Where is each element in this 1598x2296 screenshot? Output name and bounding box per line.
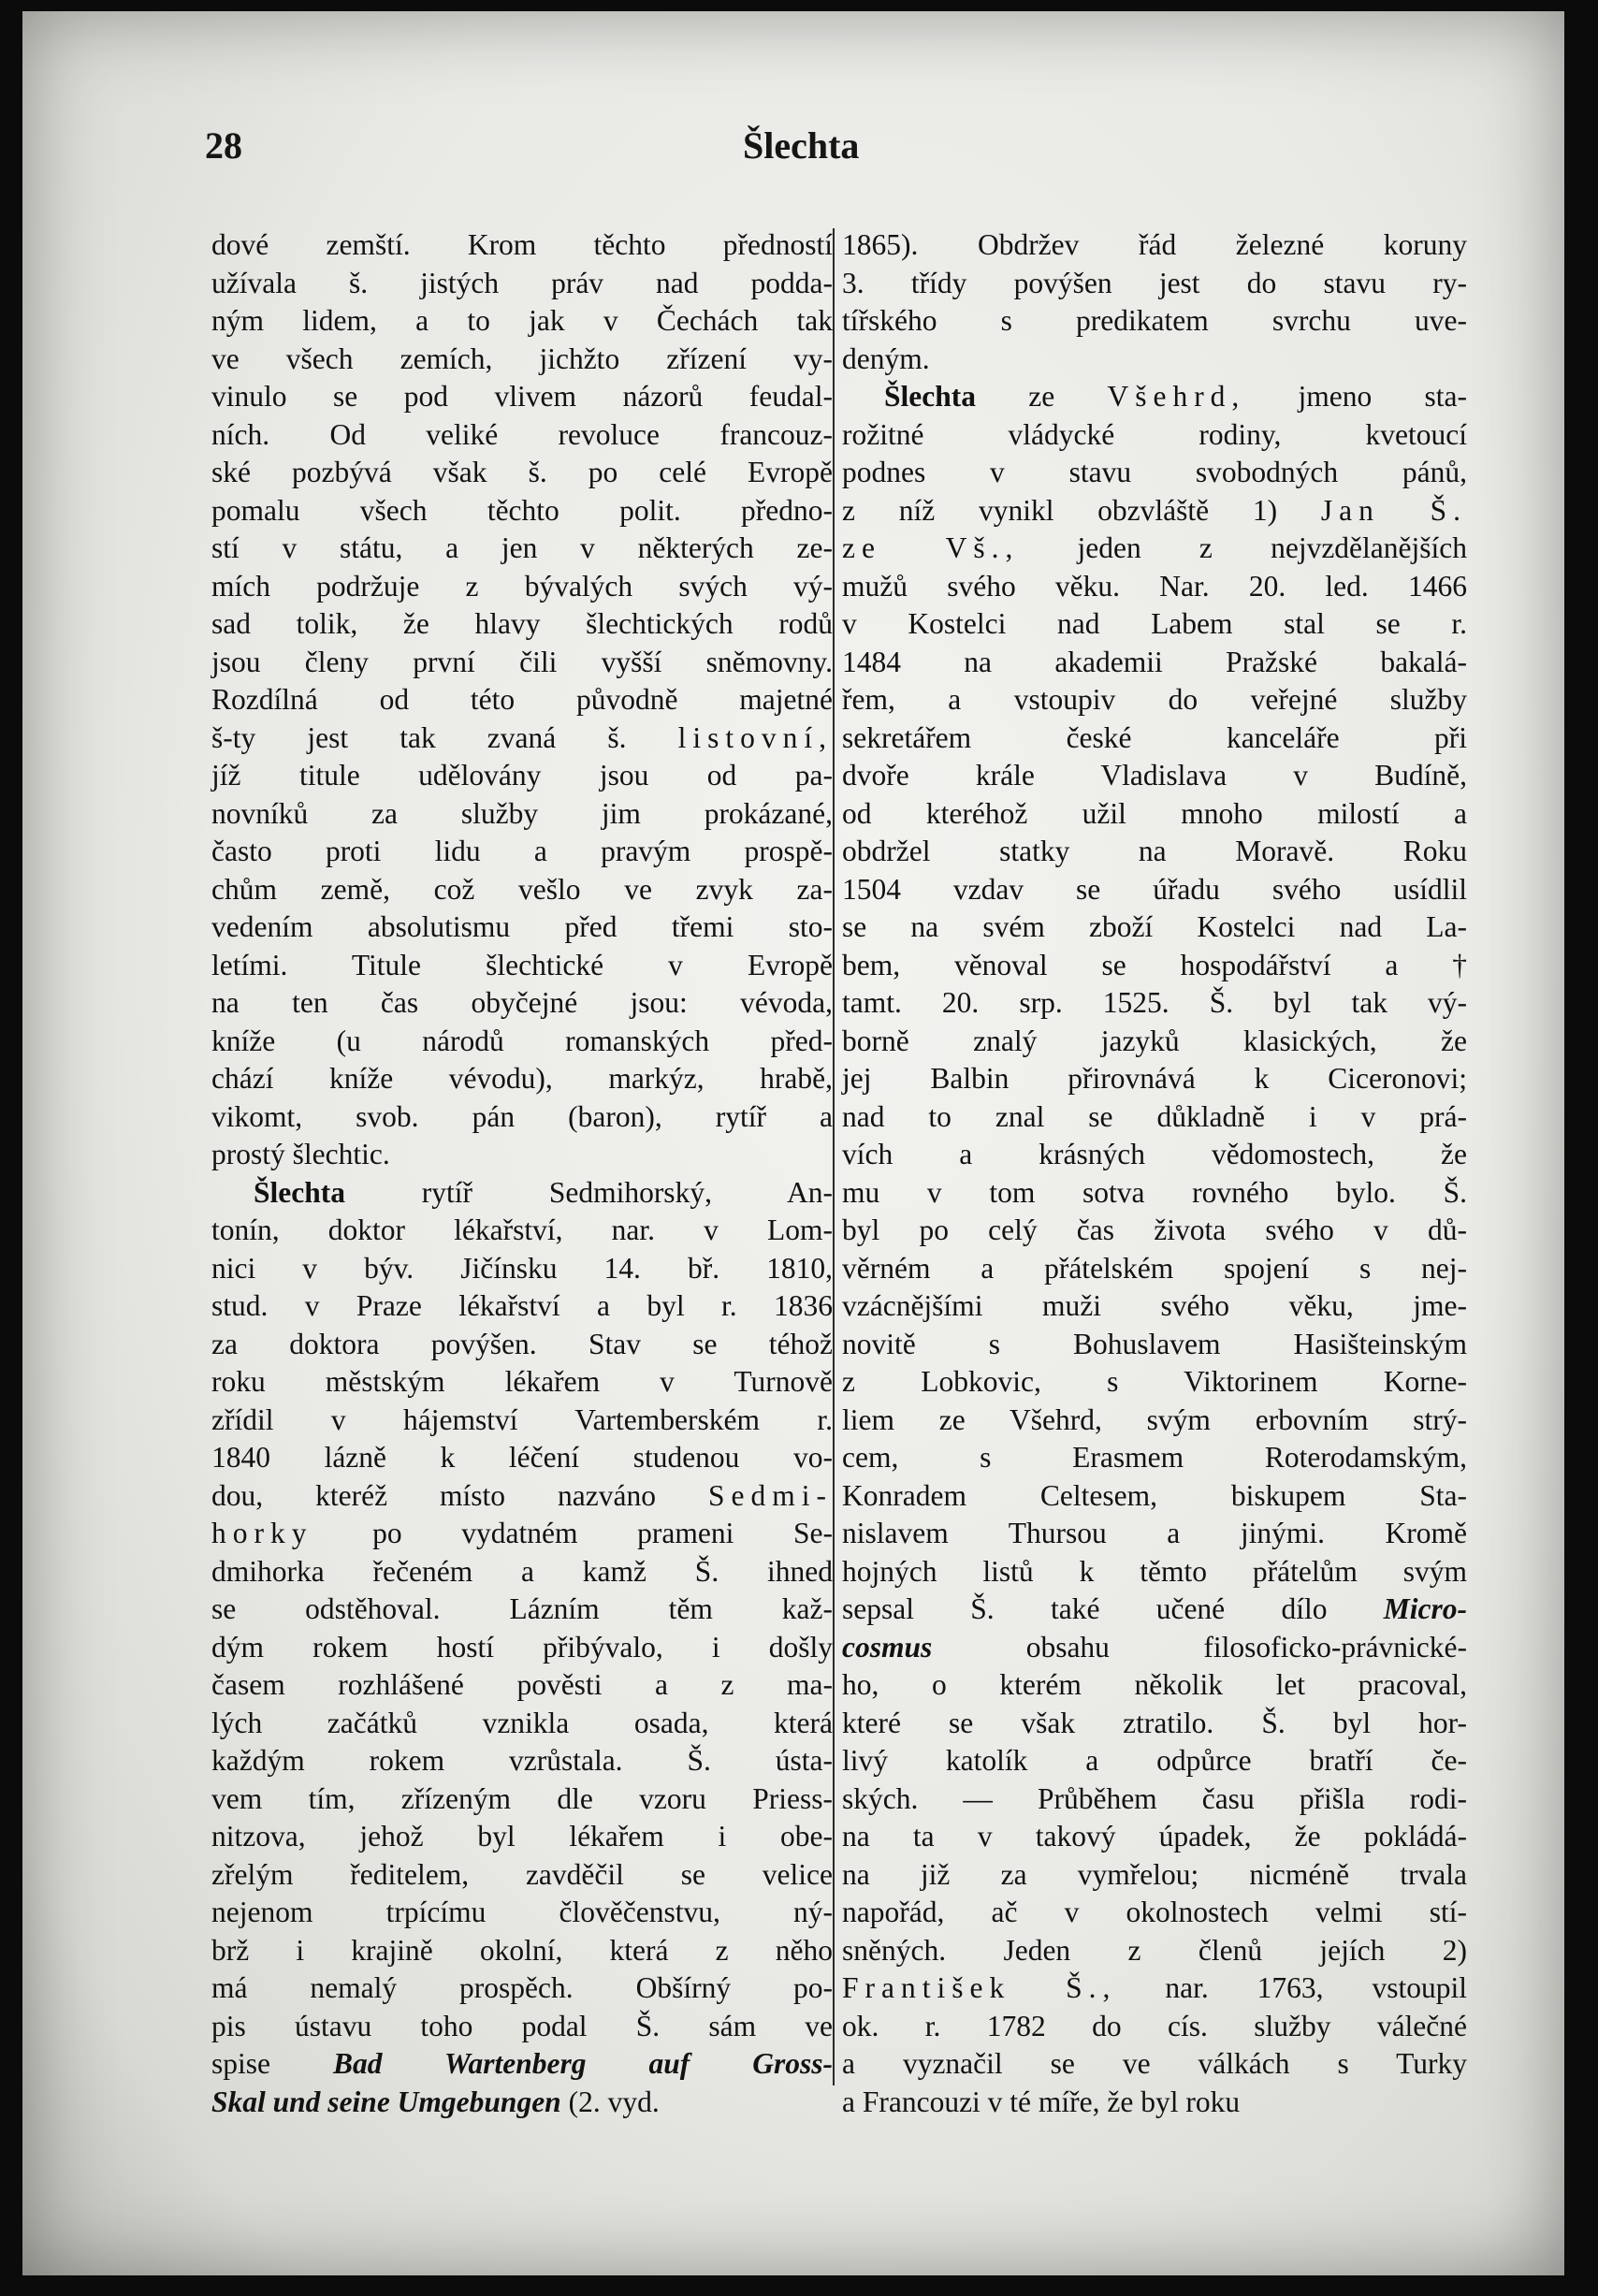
text-line <box>842 1060 1467 1098</box>
text-line <box>211 757 833 795</box>
text-line <box>211 1969 833 2008</box>
text-segment: nar. 1763, vstoupil <box>1116 1971 1467 2004</box>
text-line <box>842 795 1467 834</box>
text-segment: dové zemští. Krom těchto předností <box>211 228 833 261</box>
text-line <box>211 1136 833 1174</box>
text-segment: napořád, ač v okolnostech velmi stí- <box>842 1896 1467 1928</box>
text-segment: 1840 lázně k léčení studenou vo- <box>211 1441 833 1474</box>
text-segment: časem rozhlášené pověsti a z ma- <box>211 1668 833 1701</box>
text-segment: bem, věnoval se hospodářství a † <box>842 948 1467 981</box>
text-segment: tamt. 20. srp. 1525. Š. byl tak vý- <box>842 986 1467 1019</box>
text-line <box>211 1402 833 1440</box>
text-line <box>211 454 833 492</box>
text-segment: vem tím, zřízeným dle vzoru Priess- <box>211 1781 833 1815</box>
text-segment: liem ze Všehrd, svým erbovním strý- <box>842 1402 1467 1436</box>
text-segment: letími. Titule šlechtické v Evropě <box>211 948 833 981</box>
text-line <box>211 1894 833 1932</box>
text-segment: tonín, doktor lékařství, nar. v Lom- <box>211 1213 833 1246</box>
text-segment: listovní, <box>677 720 833 754</box>
text-segment: věrném a přátelském spojení s nej- <box>842 1251 1467 1285</box>
text-line <box>842 833 1467 871</box>
text-line <box>211 492 833 530</box>
text-line <box>211 2084 833 2122</box>
text-line <box>842 719 1467 758</box>
text-line <box>842 265 1467 303</box>
text-segment: vedením absolutismu před třemi sto- <box>211 910 833 943</box>
text-segment: rytíř Sedmihorský, An- <box>345 1175 833 1209</box>
text-segment: mích podržuje z bývalých svých vý- <box>211 569 833 603</box>
text-line <box>211 1742 833 1780</box>
text-segment: každým rokem vzrůstala. Š. ústa- <box>211 1744 833 1777</box>
text-line <box>842 1515 1467 1553</box>
text-line <box>842 568 1467 606</box>
text-segment: Rozdílná od této původně majetné <box>211 683 833 716</box>
column-divider <box>833 228 835 2085</box>
text-segment: často proti lidu a pravým prospě- <box>211 835 833 867</box>
text-line <box>211 1060 833 1098</box>
text-segment: má nemalý prospěch. Obšírný po- <box>211 1971 833 2004</box>
text-line <box>211 1250 833 1288</box>
text-line <box>842 1023 1467 1061</box>
text-segment: ho, o kterém několik let pracoval, <box>842 1668 1467 1701</box>
text-segment: po vydatném prameni Se- <box>312 1517 833 1549</box>
text-line <box>842 341 1467 379</box>
text-line <box>211 226 833 265</box>
text-line <box>842 378 1467 416</box>
text-segment: nitzova, jehož byl lékařem i obe- <box>211 1820 833 1853</box>
text-line <box>211 1439 833 1477</box>
text-segment: pis ústavu toho podal Š. sám ve <box>211 2009 833 2042</box>
text-segment: ních. Od veliké revoluce francouz- <box>211 417 833 451</box>
left-column <box>211 226 833 2121</box>
text-line <box>211 795 833 834</box>
text-line <box>211 1023 833 1061</box>
text-segment: vinulo se pod vlivem názorů feudal- <box>211 380 833 413</box>
text-line <box>211 605 833 644</box>
text-segment: ze <box>976 380 1108 413</box>
text-line <box>211 984 833 1023</box>
text-segment: a Francouzi v té míře, že byl roku <box>842 2085 1241 2118</box>
text-segment: Micro- <box>1383 1592 1467 1625</box>
text-segment: na ta v takový úpadek, že pokládá- <box>842 1820 1467 1853</box>
text-segment: prostý šlechtic. <box>211 1138 390 1170</box>
text-segment: jsou členy první čili vyšší sněmovny. <box>211 645 833 678</box>
text-segment: chází kníže vévodu), markýz, hrabě, <box>211 1062 833 1095</box>
text-segment: nejenom trpícímu člověčenstvu, ný- <box>211 1896 833 1928</box>
text-line <box>211 2045 833 2084</box>
text-segment: užívala š. jistých práv nad podda- <box>211 266 833 299</box>
text-line <box>211 1098 833 1137</box>
text-line <box>842 1969 1467 2008</box>
text-segment: obdržel statky na Moravě. Roku <box>842 835 1467 867</box>
text-line <box>842 908 1467 947</box>
text-line <box>211 1666 833 1705</box>
text-line <box>842 2084 1467 2122</box>
text-segment: š-ty jest tak zvaná š. <box>211 720 678 754</box>
text-line <box>842 1136 1467 1174</box>
text-line <box>842 416 1467 455</box>
text-segment: hojných listů k těmto přátelům svým <box>842 1554 1467 1588</box>
text-segment: ným lidem, a to jak v Čechách tak <box>211 304 833 337</box>
text-line <box>842 1287 1467 1326</box>
text-line <box>211 719 833 758</box>
text-segment: kníže (u národů romanských před- <box>211 1024 833 1057</box>
text-line <box>211 302 833 341</box>
text-segment: deným. <box>842 341 930 375</box>
text-segment: cem, s Erasmem Roterodamským, <box>842 1441 1467 1474</box>
text-segment: novníků za služby jim prokázané, <box>211 796 833 830</box>
text-segment: 1865). Obdržev řád železné koruny <box>842 228 1467 261</box>
text-line <box>842 302 1467 341</box>
text-line <box>211 1287 833 1326</box>
text-line <box>211 378 833 416</box>
text-line <box>842 757 1467 795</box>
text-segment: sepsal Š. také učené dílo <box>842 1592 1384 1625</box>
text-segment: mužů svého věku. Nar. 20. led. 1466 <box>842 569 1467 603</box>
text-segment: jej Balbin přirovnává k Ciceronovi; <box>842 1062 1467 1095</box>
text-line <box>211 1856 833 1895</box>
text-segment: Skal und seine Umgebungen <box>211 2085 561 2118</box>
text-line <box>842 1174 1467 1213</box>
text-segment: dou, kteréž místo nazváno <box>211 1478 708 1512</box>
text-line <box>211 530 833 568</box>
running-head: Šlechta <box>743 124 860 167</box>
text-line <box>211 416 833 455</box>
text-segment: 3. třídy povýšen jest do stavu ry- <box>842 266 1467 299</box>
text-line <box>842 681 1467 719</box>
text-line <box>842 1742 1467 1780</box>
text-segment: jmeno sta- <box>1245 380 1468 413</box>
text-line <box>842 2045 1467 2084</box>
text-line <box>842 1402 1467 1440</box>
text-segment: Konradem Celtesem, biskupem Sta- <box>842 1478 1467 1512</box>
text-segment: livý katolík a odpůrce bratří če- <box>842 1744 1467 1777</box>
text-line <box>842 1629 1467 1667</box>
text-segment: mu v tom sotva rovného bylo. Š. <box>842 1175 1467 1209</box>
text-segment: vikomt, svob. pán (baron), rytíř a <box>211 1099 833 1133</box>
text-segment: brž i krajině okolní, která z něho <box>211 1933 833 1967</box>
text-segment: a vyznačil se ve válkách s Turky <box>842 2047 1467 2080</box>
text-segment: rožitné vládycké rodiny, kvetoucí <box>842 417 1467 451</box>
text-segment: zřídil v hájemství Vartemberském r. <box>211 1402 833 1436</box>
text-segment: v Kostelci nad Labem stal se r. <box>842 607 1467 640</box>
text-segment: roku městským lékařem v Turnově <box>211 1365 833 1398</box>
text-segment: na ten čas obyčejné jsou: vévoda, <box>211 986 833 1019</box>
text-segment: sekretářem české kanceláře při <box>842 720 1467 754</box>
text-line <box>842 1363 1467 1402</box>
text-segment: byl po celý čas života svého v dů- <box>842 1213 1467 1246</box>
text-segment: Jan Š. <box>1320 493 1467 527</box>
text-line <box>842 454 1467 492</box>
text-line <box>211 1326 833 1364</box>
text-segment: horky <box>211 1517 313 1549</box>
text-line <box>211 1591 833 1629</box>
text-segment: lých začátků vznikla osada, která <box>211 1706 833 1739</box>
text-line <box>842 2008 1467 2046</box>
text-segment: Všehrd, <box>1107 380 1246 413</box>
text-segment: spise <box>211 2047 333 2080</box>
text-line <box>211 1705 833 1743</box>
text-segment: vzácnějšími muži svého věku, jme- <box>842 1289 1467 1322</box>
text-segment: ok. r. 1782 do cís. služby válečné <box>842 2009 1467 2042</box>
text-segment: tířského s predikatem svrchu uve- <box>842 304 1467 337</box>
text-line <box>842 605 1467 644</box>
text-segment: vích a krásných vědomostech, že <box>842 1138 1467 1170</box>
text-line <box>842 1818 1467 1856</box>
text-line <box>211 644 833 682</box>
text-line <box>842 1439 1467 1477</box>
text-segment: stí v státu, a jen v některých ze- <box>211 531 833 564</box>
text-line <box>211 265 833 303</box>
text-segment: sněných. Jeden z členů jejích 2) <box>842 1933 1467 1967</box>
text-line <box>842 1250 1467 1288</box>
text-line <box>842 1705 1467 1743</box>
text-line <box>211 947 833 985</box>
text-line <box>211 908 833 947</box>
text-segment: 1504 vzdav se úřadu svého usídlil <box>842 872 1467 906</box>
text-segment: nici v býv. Jičínsku 14. bř. 1810, <box>211 1251 833 1285</box>
text-segment: nad to znal se důkladně i v prá- <box>842 1099 1467 1133</box>
text-segment: borně znalý jazyků klasických, že <box>842 1024 1467 1057</box>
text-line <box>211 1174 833 1213</box>
text-segment: Šlechta <box>254 1175 345 1209</box>
text-segment: chům země, což vešlo ve zvyk za- <box>211 872 833 906</box>
text-line <box>842 492 1467 530</box>
text-line <box>842 1894 1467 1932</box>
text-line <box>211 1477 833 1516</box>
text-segment: ské pozbývá však š. po celé Evropě <box>211 456 833 488</box>
text-line <box>211 341 833 379</box>
text-segment: Bad Wartenberg auf Gross- <box>332 2047 833 2080</box>
text-line <box>211 1553 833 1591</box>
text-segment: (2. vyd. <box>560 2085 660 2118</box>
text-segment: Šlechta <box>884 380 976 413</box>
page-number: 28 <box>205 124 242 167</box>
text-segment: cosmus <box>842 1630 933 1664</box>
text-line <box>842 1553 1467 1591</box>
text-segment: obsahu filosoficko-právnické- <box>932 1630 1467 1664</box>
text-line <box>842 644 1467 682</box>
text-segment: jíž titule udělovány jsou od pa- <box>211 759 833 792</box>
right-column <box>842 226 1467 2121</box>
text-line <box>211 1629 833 1667</box>
text-segment: dmihorka řečeném a kamž Š. ihned <box>211 1554 833 1588</box>
text-line <box>211 1818 833 1856</box>
text-line <box>211 1212 833 1250</box>
text-segment: sad tolik, že hlavy šlechtických rodů <box>211 607 833 640</box>
text-line <box>842 947 1467 985</box>
text-segment: řem, a vstoupiv do veřejné služby <box>842 683 1467 716</box>
text-segment: stud. v Praze lékařství a byl r. 1836 <box>211 1289 833 1322</box>
text-line <box>842 1326 1467 1364</box>
text-segment: František Š., <box>842 1971 1117 2004</box>
text-segment: podnes v stavu svobodných pánů, <box>842 456 1467 488</box>
text-segment: dvoře krále Vladislava v Budíně, <box>842 759 1467 792</box>
text-line <box>842 1098 1467 1137</box>
text-line <box>842 1780 1467 1819</box>
text-line <box>842 1932 1467 1970</box>
text-segment: Sedmi- <box>708 1478 833 1512</box>
text-line <box>211 871 833 909</box>
text-line <box>211 1515 833 1553</box>
text-segment: se odstěhoval. Lázním těm kaž- <box>211 1592 833 1625</box>
text-line <box>842 226 1467 265</box>
text-line <box>842 871 1467 909</box>
text-segment: ve všech zemích, jichžto zřízení vy- <box>211 341 833 375</box>
text-segment: za doktora povýšen. Stav se téhož <box>211 1327 833 1360</box>
text-line <box>211 1780 833 1819</box>
text-segment: z níž vynikl obzvláště 1) <box>842 493 1321 527</box>
text-segment: nislavem Thursou a jinými. Kromě <box>842 1517 1467 1549</box>
text-line <box>211 681 833 719</box>
text-segment: na již za vymřelou; nicméně trvala <box>842 1857 1467 1891</box>
text-line <box>842 984 1467 1023</box>
text-line <box>842 1477 1467 1516</box>
text-segment: dým rokem hostí přibývalo, i došly <box>211 1630 833 1664</box>
text-segment: zřelým ředitelem, zavděčil se velice <box>211 1857 833 1891</box>
text-line <box>211 1363 833 1402</box>
text-line <box>211 833 833 871</box>
text-segment: které se však ztratilo. Š. byl hor- <box>842 1706 1467 1739</box>
text-segment: ských. — Průběhem času přišla rodi- <box>842 1781 1467 1815</box>
text-segment: se na svém zboží Kostelci nad La- <box>842 910 1467 943</box>
text-line <box>842 1591 1467 1629</box>
text-segment: novitě s Bohuslavem Hasišteinským <box>842 1327 1467 1360</box>
text-segment: 1484 na akademii Pražské bakalá- <box>842 645 1467 678</box>
text-line <box>211 1932 833 1970</box>
text-line <box>842 1212 1467 1250</box>
text-segment: jeden z nejvzdělanějších <box>1019 531 1467 564</box>
book-page <box>22 11 1564 2275</box>
text-line <box>211 2008 833 2046</box>
text-segment: z Lobkovic, s Viktorinem Korne- <box>842 1365 1467 1398</box>
text-line <box>211 568 833 606</box>
text-line <box>842 1666 1467 1705</box>
text-segment: ze Vš., <box>842 531 1020 564</box>
text-line <box>842 1856 1467 1895</box>
text-segment: pomalu všech těchto polit. předno- <box>211 493 833 527</box>
text-line <box>842 530 1467 568</box>
text-segment: od kteréhož užil mnoho milostí a <box>842 796 1467 830</box>
